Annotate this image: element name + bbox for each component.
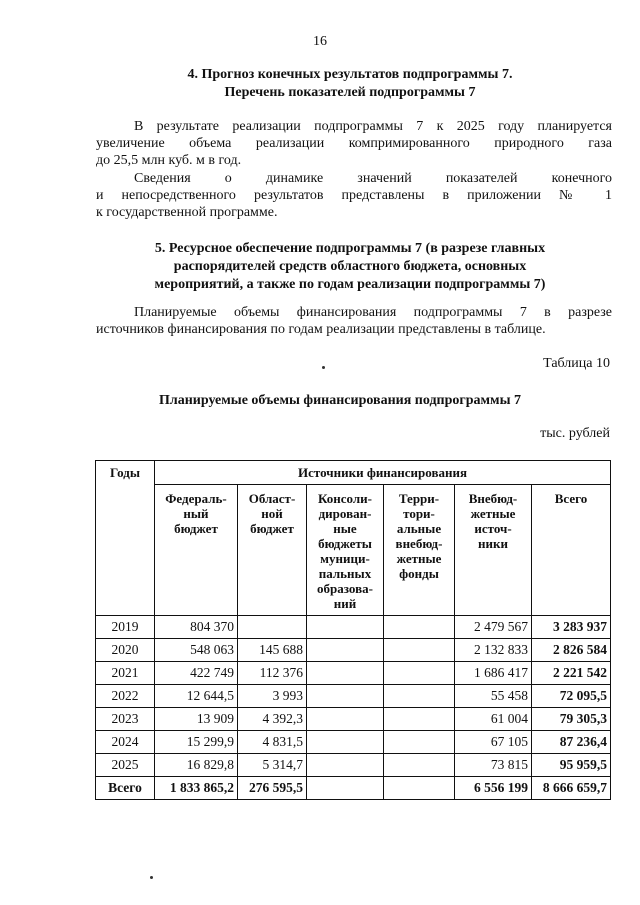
cell-year: 2021: [96, 662, 155, 685]
cell-regional: [238, 616, 307, 639]
section4-title-line2: Перечень показателей подпрограммы 7: [224, 85, 476, 100]
cell-territorial: [384, 616, 455, 639]
cell-extra: 73 815: [455, 754, 532, 777]
cell-municipal: [307, 616, 384, 639]
cell-total: 3 283 937: [532, 616, 611, 639]
table-total-row: [96, 777, 611, 800]
cell-year: 2019: [96, 616, 155, 639]
header-regional: Област- ной бюджет: [238, 485, 307, 616]
section4-paragraph-1: [96, 118, 612, 169]
cell-year: 2025: [96, 754, 155, 777]
cell-extra: 1 686 417: [455, 662, 532, 685]
cell-regional: 276 595,5: [238, 777, 307, 800]
cell-regional: 3 993: [238, 685, 307, 708]
section5-paragraph: [96, 304, 612, 338]
text-line: В результате реализации подпрограммы 7 к 2025 году планируется: [134, 119, 612, 134]
text-line: и непосредственного результатов представлены в приложении № 1: [96, 188, 612, 203]
table-row: [96, 616, 611, 639]
cell-extra: 61 004: [455, 708, 532, 731]
scan-speck: [322, 366, 325, 369]
table-row: [96, 662, 611, 685]
header-municipal: Консоли- дирован- ные бюджеты муници- пальных образова- ний: [307, 485, 384, 616]
text-line: Сведения о динамике значений показателей конечного: [134, 171, 612, 186]
cell-total: 8 666 659,7: [532, 777, 611, 800]
section5-title: [90, 240, 610, 294]
sub-header-row: [96, 485, 611, 616]
cell-territorial: [384, 731, 455, 754]
cell-year: 2022: [96, 685, 155, 708]
section5-title-line1: 5. Ресурсное обеспечение подпрограммы 7 (в разрезе главных: [154, 241, 546, 256]
cell-municipal: [307, 777, 384, 800]
cell-total: 2 826 584: [532, 639, 611, 662]
table-title: Планируемые объемы финансирования подпрограммы 7: [158, 393, 522, 408]
financing-table: [95, 460, 611, 800]
table-row: [96, 708, 611, 731]
cell-municipal: [307, 662, 384, 685]
cell-federal: 13 909: [155, 708, 238, 731]
cell-municipal: [307, 685, 384, 708]
cell-regional: 145 688: [238, 639, 307, 662]
cell-total: 72 095,5: [532, 685, 611, 708]
table-row: [96, 639, 611, 662]
table-body: [96, 616, 611, 800]
cell-extra: 2 479 567: [455, 616, 532, 639]
page-number: 16: [313, 34, 327, 49]
cell-federal: 422 749: [155, 662, 238, 685]
cell-regional: 4 831,5: [238, 731, 307, 754]
cell-federal: 16 829,8: [155, 754, 238, 777]
text-line: источников финансирования по годам реализации представлены в таблице.: [96, 322, 546, 337]
cell-total: 2 221 542: [532, 662, 611, 685]
cell-extra: 55 458: [455, 685, 532, 708]
cell-municipal: [307, 731, 384, 754]
cell-extra: 6 556 199: [455, 777, 532, 800]
header-years: Годы: [96, 461, 155, 616]
header-sources: Источники финансирования: [155, 461, 611, 485]
cell-territorial: [384, 685, 455, 708]
cell-municipal: [307, 754, 384, 777]
cell-total: 95 959,5: [532, 754, 611, 777]
section4-title-line1: 4. Прогноз конечных результатов подпрограммы 7.: [187, 67, 513, 82]
cell-federal: 15 299,9: [155, 731, 238, 754]
cell-territorial: [384, 708, 455, 731]
header-extra-budgetary: Внебюд- жетные источ- ники: [455, 485, 532, 616]
cell-year: Всего: [96, 777, 155, 800]
cell-extra: 2 132 833: [455, 639, 532, 662]
cell-total: 79 305,3: [532, 708, 611, 731]
scan-speck: [150, 876, 153, 879]
cell-territorial: [384, 777, 455, 800]
cell-regional: 5 314,7: [238, 754, 307, 777]
cell-total: 87 236,4: [532, 731, 611, 754]
section5-title-line2: распорядителей средств областного бюджета, основных: [173, 259, 527, 274]
cell-extra: 67 105: [455, 731, 532, 754]
section4-title: [90, 66, 610, 102]
cell-federal: 804 370: [155, 616, 238, 639]
section4-paragraph-2: [96, 170, 612, 221]
text-line: Планируемые объемы финансирования подпрограммы 7 в разрезе: [134, 305, 612, 320]
cell-territorial: [384, 639, 455, 662]
cell-municipal: [307, 639, 384, 662]
cell-federal: 548 063: [155, 639, 238, 662]
cell-regional: 112 376: [238, 662, 307, 685]
text-line: к государственной программе.: [96, 205, 278, 220]
table-row: [96, 754, 611, 777]
table-row: [96, 731, 611, 754]
text-line: до 25,5 млн куб. м в год.: [96, 153, 242, 168]
units-label: тыс. рублей: [540, 426, 610, 441]
header-territorial: Терри- тори- альные внебюд- жетные фонды: [384, 485, 455, 616]
cell-year: 2023: [96, 708, 155, 731]
cell-federal: 12 644,5: [155, 685, 238, 708]
section5-title-line3: мероприятий, а также по годам реализации подпрограммы 7): [154, 277, 546, 292]
table-label: Таблица 10: [543, 356, 610, 371]
cell-territorial: [384, 754, 455, 777]
cell-year: 2024: [96, 731, 155, 754]
cell-municipal: [307, 708, 384, 731]
header-total: Всего: [532, 485, 611, 616]
text-line: увеличение объема реализации компримированного природного газа: [96, 136, 612, 151]
cell-federal: 1 833 865,2: [155, 777, 238, 800]
table-row: [96, 685, 611, 708]
header-federal: Федераль- ный бюджет: [155, 485, 238, 616]
cell-regional: 4 392,3: [238, 708, 307, 731]
cell-territorial: [384, 662, 455, 685]
cell-year: 2020: [96, 639, 155, 662]
